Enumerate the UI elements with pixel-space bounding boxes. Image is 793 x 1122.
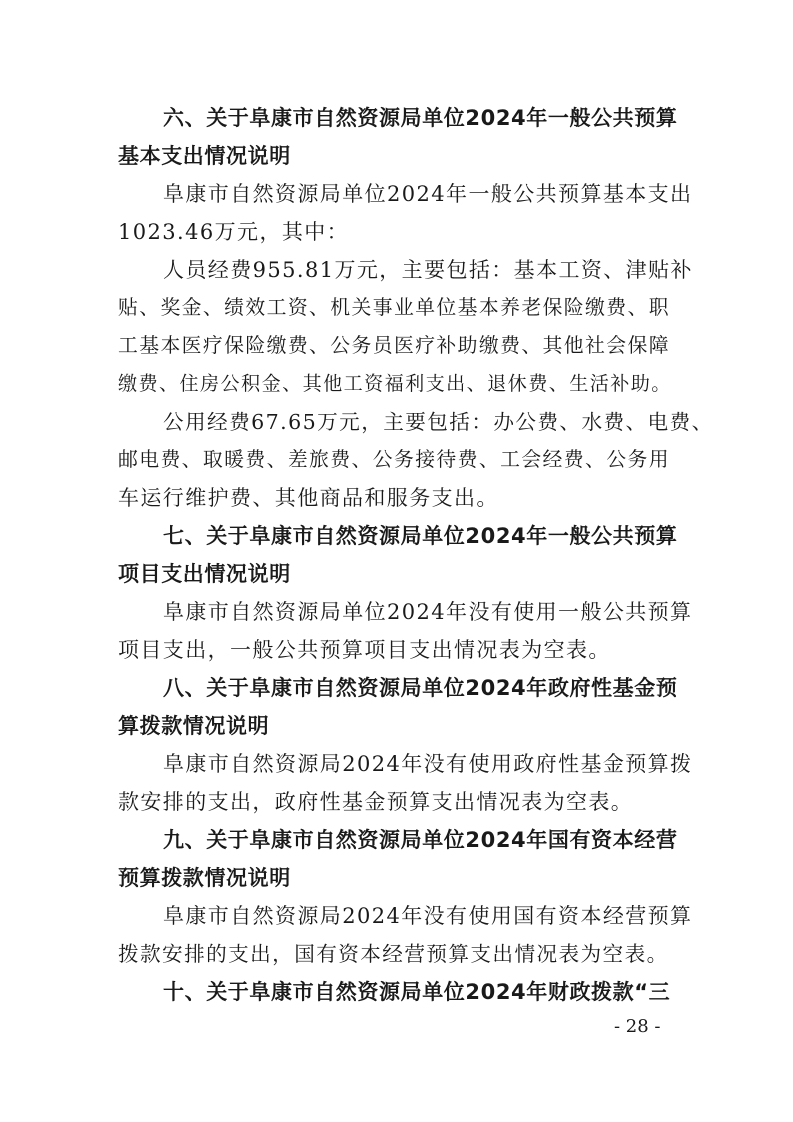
section-9-paragraph-1-line-2: 拨款安排的支出，国有资本经营预算支出情况表为空表。 [118,942,669,966]
section-7-heading-line-2: 项目支出情况说明 [118,562,291,586]
section-6-paragraph-1-line-2: 1023.46万元，其中： [118,220,350,244]
section-6-paragraph-3-line-1: 公用经费67.65万元，主要包括：办公费、水费、电费、 [163,410,714,434]
section-7-paragraph-1-line-1: 阜康市自然资源局单位2024年没有使用一般公共预算 [163,600,693,624]
section-8-paragraph-1-line-1: 阜康市自然资源局2024年没有使用政府性基金预算拨 [163,752,693,776]
section-8-heading-line-1: 八、关于阜康市自然资源局单位2024年政府性基金预 [163,676,678,700]
section-6-paragraph-2-line-4: 缴费、住房公积金、其他工资福利支出、退休费、生活补助。 [118,372,672,395]
section-6-paragraph-2-line-1: 人员经费955.81万元，主要包括：基本工资、津贴补 [163,258,693,282]
section-6-heading-line-1: 六、关于阜康市自然资源局单位2024年一般公共预算 [163,106,678,130]
section-9-heading-line-2: 预算拨款情况说明 [118,866,291,890]
page-number: - 28 - [614,1016,661,1037]
section-6-heading-line-2: 基本支出情况说明 [118,144,291,168]
section-8-paragraph-1-line-2: 款安排的支出，政府性基金预算支出情况表为空表。 [118,790,634,814]
section-10-heading-line-1: 十、关于阜康市自然资源局单位2024年财政拨款“三 [163,980,671,1004]
section-6-paragraph-2-line-2: 贴、奖金、绩效工资、机关事业单位基本养老保险缴费、职 [118,296,670,319]
section-6-paragraph-3-line-2: 邮电费、取暖费、差旅费、公务接待费、工会经费、公务用 [118,448,670,471]
section-6-paragraph-1-line-1: 阜康市自然资源局单位2024年一般公共预算基本支出 [163,182,693,206]
section-6-paragraph-2-line-3: 工基本医疗保险缴费、公务员医疗补助缴费、其他社会保障 [118,334,670,357]
section-9-heading-line-1: 九、关于阜康市自然资源局单位2024年国有资本经营 [163,828,678,852]
section-6-paragraph-3-line-3: 车运行维护费、其他商品和服务支出。 [118,486,499,510]
section-7-paragraph-1-line-2: 项目支出，一般公共预算项目支出情况表为空表。 [118,638,611,662]
section-7-heading-line-1: 七、关于阜康市自然资源局单位2024年一般公共预算 [163,524,678,548]
section-9-paragraph-1-line-1: 阜康市自然资源局2024年没有使用国有资本经营预算 [163,904,693,928]
section-8-heading-line-2: 算拨款情况说明 [118,714,270,738]
